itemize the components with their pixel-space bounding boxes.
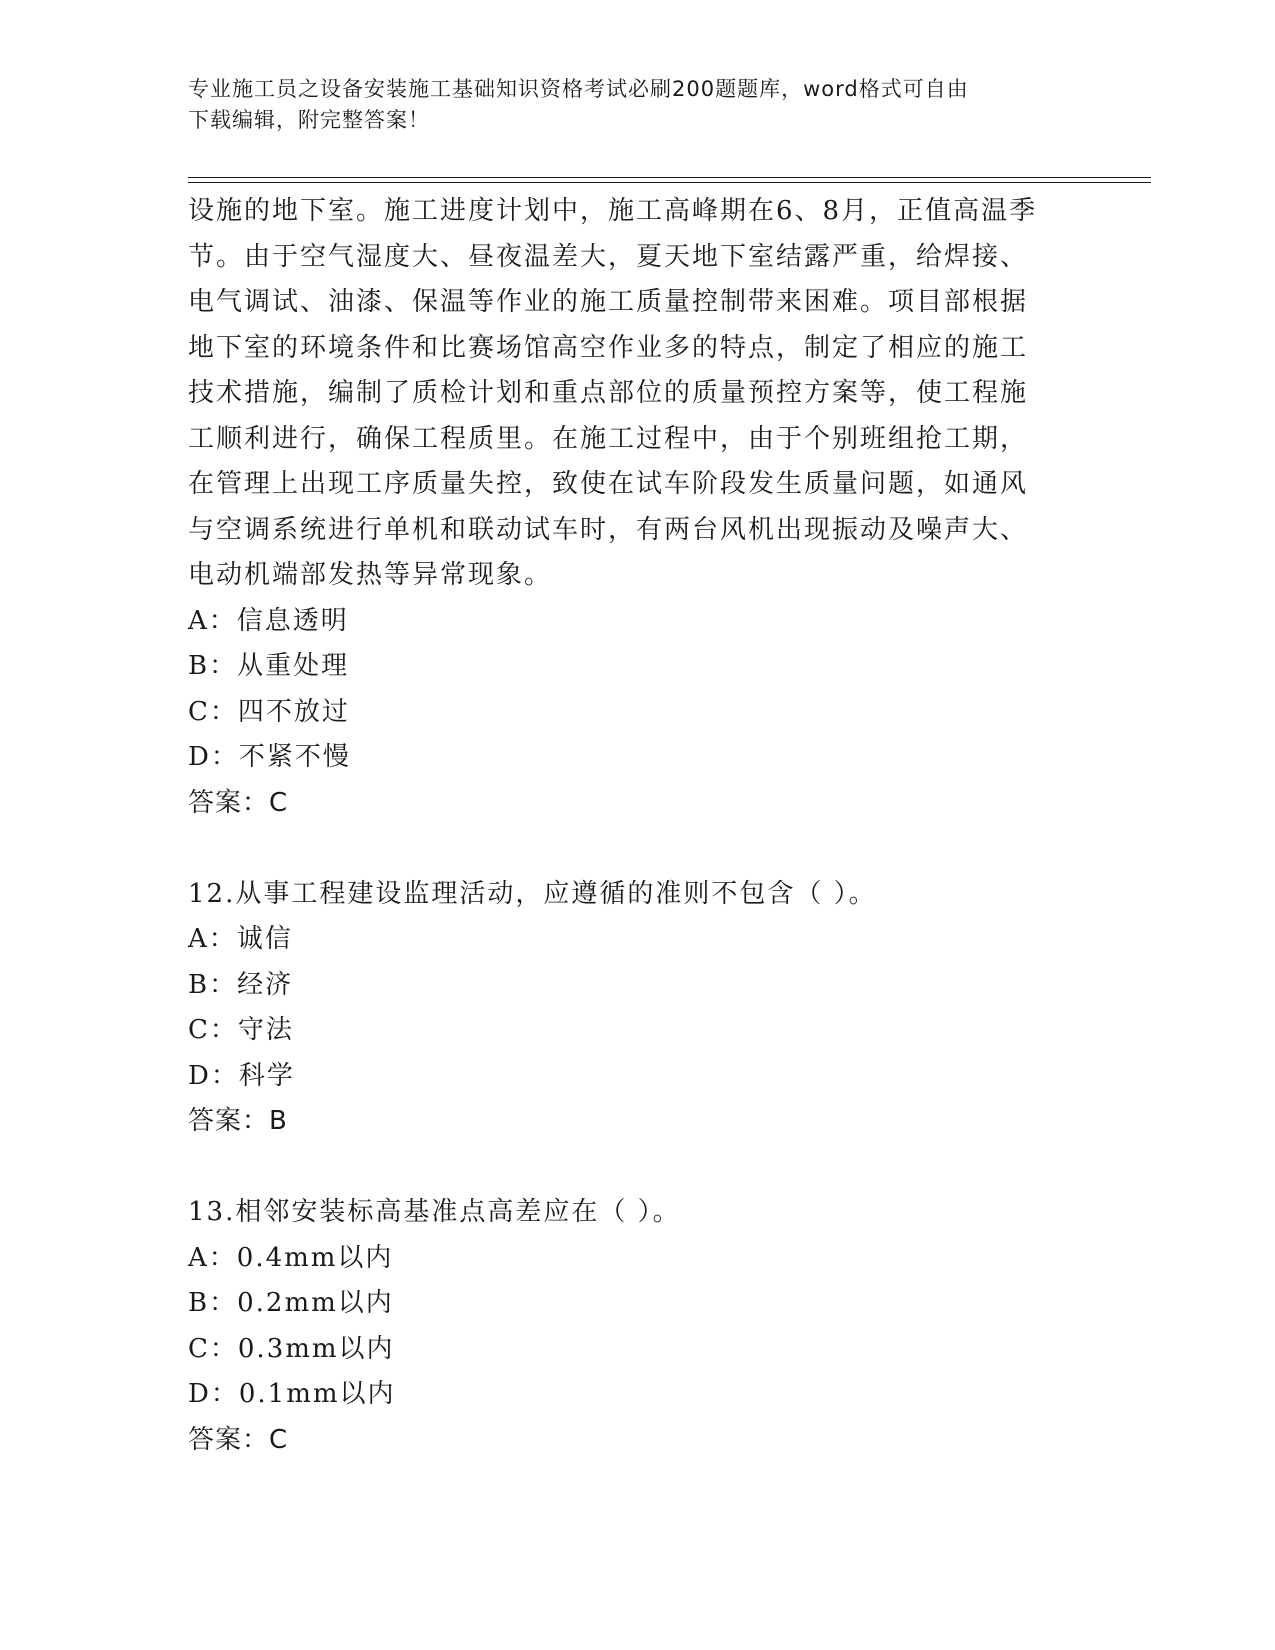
- question-12-answer: 答案：B: [188, 1106, 288, 1136]
- question-12-option-c: C：守法: [188, 1015, 294, 1045]
- header-divider-top: [188, 177, 1151, 178]
- passage-line: 工顺利进行，确保工程质里。在施工过程中，由于个别班组抢工期，: [188, 423, 1029, 454]
- passage-line: 在管理上出现工序质量失控，致使在试车阶段发生质量问题，如通风: [188, 469, 1029, 499]
- document-header: [188, 74, 1088, 136]
- passage-line: 与空调系统进行单机和联动试车时，有两台风机出现振动及噪声大、: [188, 514, 1029, 545]
- question-11-option-b: B：从重处理: [188, 651, 350, 681]
- header-line-2: 下载编辑，附完整答案！: [188, 108, 430, 132]
- question-11-passage: [188, 189, 1088, 599]
- question-12-option-b: B：经济: [188, 969, 294, 1000]
- passage-line: 地下室的环境条件和比赛场馆高空作业多的特点，制定了相应的施工: [188, 332, 1029, 363]
- spacer: [188, 1145, 1088, 1191]
- question-13-option-d: D：0.1mm以内: [188, 1379, 396, 1409]
- question-12: [188, 872, 1088, 1145]
- question-13-stem: 13.相邻安装标高基准点高差应在（ ）。: [188, 1197, 681, 1227]
- question-11-option-a: A：信息透明: [188, 605, 349, 636]
- question-11-answer: 答案：C: [188, 787, 289, 818]
- question-11: [188, 189, 1088, 826]
- passage-line: 电气调试、油漆、保温等作业的施工质量控制带来困难。项目部根据: [188, 287, 1029, 317]
- header-divider-bottom: [188, 182, 1151, 183]
- question-13-option-c: C：0.3mm以内: [188, 1333, 395, 1364]
- document-body: [188, 189, 1088, 1463]
- question-11-option-c: C：四不放过: [188, 696, 350, 727]
- spacer: [188, 826, 1088, 872]
- question-13-answer: 答案：C: [188, 1424, 289, 1455]
- question-13-option-a: A：0.4mm以内: [188, 1242, 394, 1273]
- passage-line: 电动机端部发热等异常现象。: [188, 560, 553, 590]
- question-11-option-d: D：不紧不慢: [188, 742, 351, 772]
- passage-line: 技术措施，编制了质检计划和重点部位的质量预控方案等，使工程施: [188, 378, 1029, 408]
- question-12-stem: 12.从事工程建设监理活动，应遵循的准则不包含（ ）。: [188, 878, 877, 909]
- passage-line: 节。由于空气湿度大、昼夜温差大，夏天地下室结露严重，给焊接、: [188, 241, 1029, 272]
- question-12-option-d: D：科学: [188, 1060, 295, 1091]
- question-13-option-b: B：0.2mm以内: [188, 1288, 394, 1318]
- question-12-option-a: A：诚信: [188, 924, 293, 954]
- header-line-1: 专业施工员之设备安装施工基础知识资格考试必刷200题题库，word格式可自由: [188, 77, 969, 101]
- question-13: [188, 1190, 1088, 1463]
- passage-line: 设施的地下室。施工进度计划中，施工高峰期在6、8月，正值高温季: [188, 196, 1038, 226]
